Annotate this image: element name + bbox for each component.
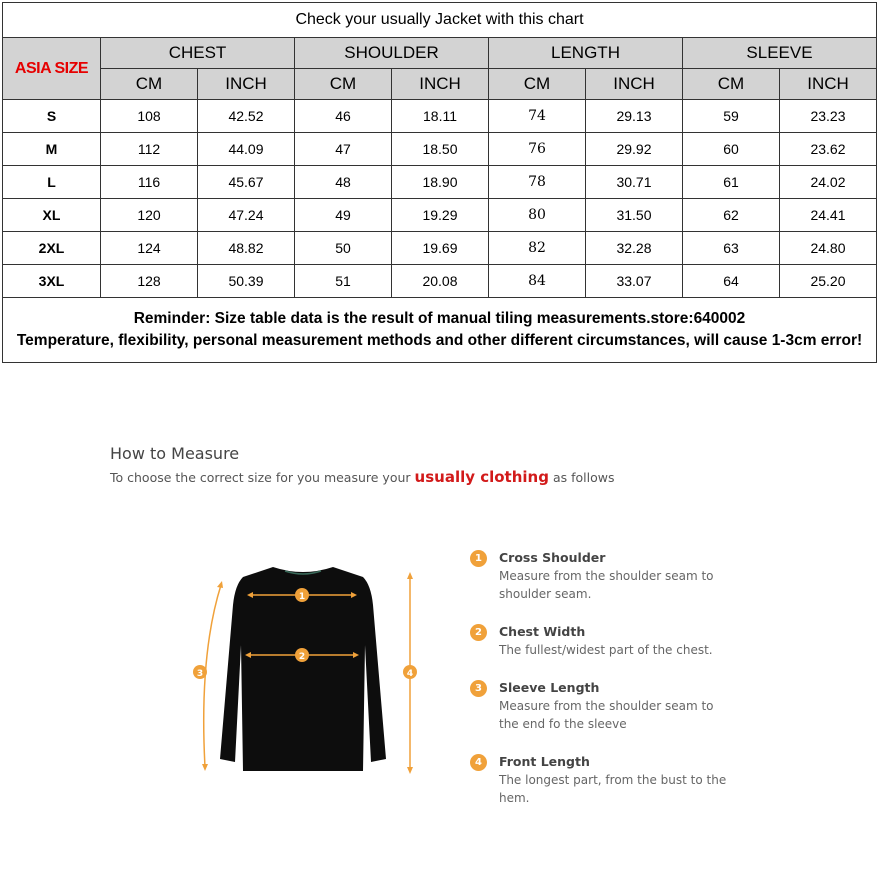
table-cell: 33.07 [586,265,683,298]
table-row [3,166,877,199]
table-cell: 32.28 [586,232,683,265]
table-cell: 108 [101,100,198,133]
table-cell: 42.52 [198,100,295,133]
table-cell: 19.29 [392,199,489,232]
table-cell: 18.90 [392,166,489,199]
table-cell: 47.24 [198,199,295,232]
table-cell: 20.08 [392,265,489,298]
svg-text:2: 2 [298,652,306,662]
unit-header: INCH [392,69,489,100]
table-cell: 30.71 [586,166,683,199]
unit-header: CM [295,69,392,100]
table-row [3,199,877,232]
step-number-badge: 3 [470,680,487,697]
unit-header: CM [489,69,586,100]
step-title: Front Length [499,754,590,769]
table-row [3,100,877,133]
long-sleeve-shirt-illustration [185,555,435,785]
table-cell: 18.11 [392,100,489,133]
table-cell: 76 [489,133,586,166]
svg-text:4: 4 [406,669,414,679]
table-row [3,265,877,298]
table-cell: 120 [101,199,198,232]
table-cell: 62 [683,199,780,232]
size-note-warning: Temperature, flexibility, personal measurement methods and other different circumstances, will cause 1-3cm error! [16,332,863,349]
how-to-measure-heading: How to Measure [110,444,240,463]
table-cell: 64 [683,265,780,298]
table-cell: 80 [489,199,586,232]
table-cell: 25.20 [780,265,877,298]
table-cell: 63 [683,232,780,265]
table-cell: 45.67 [198,166,295,199]
unit-header: INCH [198,69,295,100]
table-cell: 124 [101,232,198,265]
column-group-shoulder: SHOULDER [295,38,489,69]
table-cell: 48.82 [198,232,295,265]
unit-header: CM [683,69,780,100]
table-cell: 48 [295,166,392,199]
sleeve-arrow [204,585,221,767]
table-cell: 24.80 [780,232,877,265]
size-label: L [3,166,101,199]
size-label: XL [3,199,101,232]
table-cell: 116 [101,166,198,199]
subtitle-suffix: as follows [552,470,615,485]
table-cell: 23.23 [780,100,877,133]
step-description: Measure from the shoulder seam to the end fo the sleeve [499,699,714,731]
table-cell: 18.50 [392,133,489,166]
table-row [3,133,877,166]
table-cell: 31.50 [586,199,683,232]
size-note-reminder: Reminder: Size table data is the result of manual tiling measurements.store:640002 [133,310,746,327]
column-group-sleeve: SLEEVE [683,38,877,69]
column-group-chest: CHEST [101,38,295,69]
step-title: Cross Shoulder [499,550,606,565]
table-cell: 51 [295,265,392,298]
step-number-badge: 4 [470,754,487,771]
table-cell: 59 [683,100,780,133]
table-cell: 78 [489,166,586,199]
column-group-length: LENGTH [489,38,683,69]
unit-header: CM [101,69,198,100]
step-description: Measure from the shoulder seam to shoulder seam. [499,569,714,601]
size-label: 3XL [3,265,101,298]
subtitle-prefix: To choose the correct size for you measure your [110,470,411,485]
table-cell: 24.02 [780,166,877,199]
subtitle-highlight: usually clothing [414,468,549,486]
table-cell: 61 [683,166,780,199]
size-chart-table [2,2,877,363]
table-cell: 49 [295,199,392,232]
how-to-measure-subtitle [110,468,614,486]
size-label: 2XL [3,232,101,265]
table-cell: 46 [295,100,392,133]
unit-header: INCH [780,69,877,100]
unit-header: INCH [586,69,683,100]
step-title: Sleeve Length [499,680,600,695]
table-cell: 60 [683,133,780,166]
table-cell: 128 [101,265,198,298]
table-cell: 50.39 [198,265,295,298]
step-description: The fullest/widest part of the chest. [499,643,713,657]
step-title: Chest Width [499,624,586,639]
svg-text:1: 1 [298,592,306,602]
table-cell: 50 [295,232,392,265]
table-cell: 84 [489,265,586,298]
table-cell: 19.69 [392,232,489,265]
asia-size-label: ASIA SIZE [3,38,101,100]
table-cell: 82 [489,232,586,265]
svg-text:3: 3 [196,669,204,679]
size-label: S [3,100,101,133]
table-cell: 112 [101,133,198,166]
step-number-badge: 2 [470,624,487,641]
table-row [3,232,877,265]
table-cell: 29.92 [586,133,683,166]
step-number-badge: 1 [470,550,487,567]
table-cell: 24.41 [780,199,877,232]
table-cell: 44.09 [198,133,295,166]
size-note [3,298,877,363]
table-cell: 29.13 [586,100,683,133]
table-cell: 23.62 [780,133,877,166]
table-cell: 74 [489,100,586,133]
size-label: M [3,133,101,166]
table-title: Check your usually Jacket with this chart [3,3,877,38]
table-cell: 47 [295,133,392,166]
step-description: The longest part, from the bust to the hem. [499,773,727,805]
